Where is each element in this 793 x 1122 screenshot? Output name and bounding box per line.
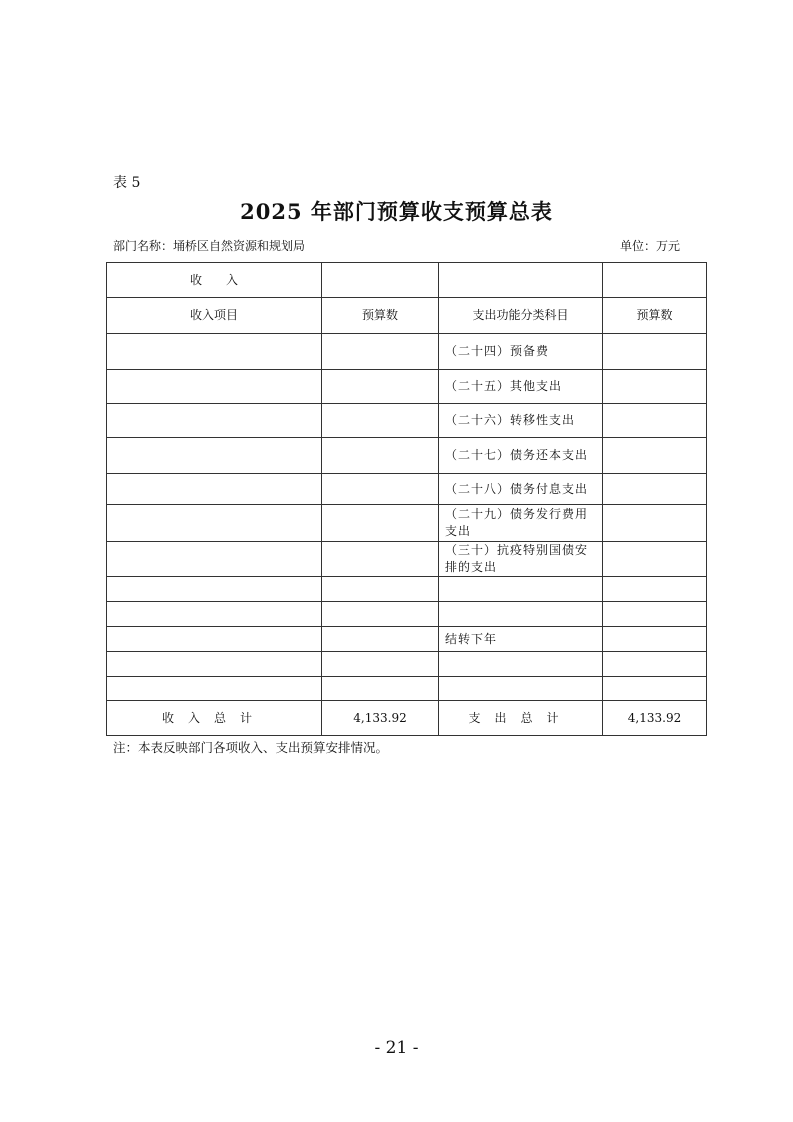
income-item-cell	[107, 602, 322, 627]
expense-amount-cell	[603, 542, 707, 577]
income-amount-cell	[322, 577, 439, 602]
header-income-amount: 预算数	[322, 298, 439, 334]
expense-amount-cell	[603, 438, 707, 474]
section-blank-cell	[322, 263, 439, 298]
page-number: - 21 -	[374, 1038, 419, 1058]
expense-item-cell: 结转下年	[439, 627, 603, 652]
table-row	[107, 334, 707, 370]
income-amount-cell	[322, 404, 439, 438]
expense-item-cell: （二十七）债务还本支出	[439, 438, 603, 474]
expense-amount-cell	[603, 602, 707, 627]
income-amount-cell	[322, 627, 439, 652]
income-amount-cell	[322, 334, 439, 370]
income-item-cell	[107, 627, 322, 652]
expense-amount-cell	[603, 677, 707, 701]
header-expense-item: 支出功能分类科目	[439, 298, 603, 334]
footnote: 注：本表反映部门各项收入、支出预算安排情况。	[113, 740, 389, 755]
income-amount-cell	[322, 652, 439, 677]
expense-total-label: 支出总计	[439, 701, 603, 736]
income-item-cell	[107, 474, 322, 505]
income-total-label: 收入总计	[107, 701, 322, 736]
table-row	[107, 577, 707, 602]
expense-item-cell: （二十九）债务发行费用支出	[439, 505, 603, 542]
section-expense-cell	[439, 263, 603, 298]
unit-label: 单位：万元	[620, 239, 681, 253]
income-amount-cell	[322, 370, 439, 404]
income-amount-cell	[322, 602, 439, 627]
expense-item-cell	[439, 652, 603, 677]
header-income-item: 收入项目	[107, 298, 322, 334]
expense-item-cell	[439, 602, 603, 627]
income-amount-cell	[322, 542, 439, 577]
income-item-cell	[107, 334, 322, 370]
income-amount-cell	[322, 677, 439, 701]
budget-summary-table	[106, 262, 707, 736]
expense-item-cell: （二十四）预备费	[439, 334, 603, 370]
income-total-value: 4,133.92	[322, 701, 439, 736]
table-row	[107, 542, 707, 577]
income-amount-cell	[322, 474, 439, 505]
expense-item-cell: （二十五）其他支出	[439, 370, 603, 404]
expense-amount-cell	[603, 652, 707, 677]
table-row	[107, 370, 707, 404]
expense-total-value: 4,133.92	[603, 701, 707, 736]
expense-item-cell	[439, 677, 603, 701]
expense-amount-cell	[603, 505, 707, 542]
section-income-cell: 收 入	[107, 263, 322, 298]
income-amount-cell	[322, 505, 439, 542]
table-row	[107, 404, 707, 438]
table-row	[107, 505, 707, 542]
income-item-cell	[107, 438, 322, 474]
income-item-cell	[107, 677, 322, 701]
page-title: 2025 年部门预算收支预算总表	[240, 199, 553, 224]
table-row	[107, 627, 707, 652]
expense-amount-cell	[603, 370, 707, 404]
income-item-cell	[107, 370, 322, 404]
income-item-cell	[107, 404, 322, 438]
expense-amount-cell	[603, 334, 707, 370]
department-name: 部门名称：埇桥区自然资源和规划局	[113, 239, 306, 253]
table-row	[107, 677, 707, 701]
income-amount-cell	[322, 438, 439, 474]
section-blank-cell	[603, 263, 707, 298]
income-item-cell	[107, 652, 322, 677]
expense-item-cell: （二十八）债务付息支出	[439, 474, 603, 505]
income-item-cell	[107, 577, 322, 602]
income-item-cell	[107, 542, 322, 577]
table-row	[107, 652, 707, 677]
header-expense-amount: 预算数	[603, 298, 707, 334]
income-item-cell	[107, 505, 322, 542]
expense-item-cell: （二十六）转移性支出	[439, 404, 603, 438]
expense-item-cell	[439, 577, 603, 602]
expense-amount-cell	[603, 577, 707, 602]
table-row	[107, 474, 707, 505]
totals-row	[107, 701, 707, 736]
table-row	[107, 438, 707, 474]
table-label: 表 5	[113, 175, 141, 191]
expense-amount-cell	[603, 404, 707, 438]
expense-amount-cell	[603, 474, 707, 505]
expense-amount-cell	[603, 627, 707, 652]
table-row	[107, 602, 707, 627]
column-header-row	[107, 298, 707, 334]
expense-item-cell: （三十）抗疫特别国债安排的支出	[439, 542, 603, 577]
section-header-row	[107, 263, 707, 298]
